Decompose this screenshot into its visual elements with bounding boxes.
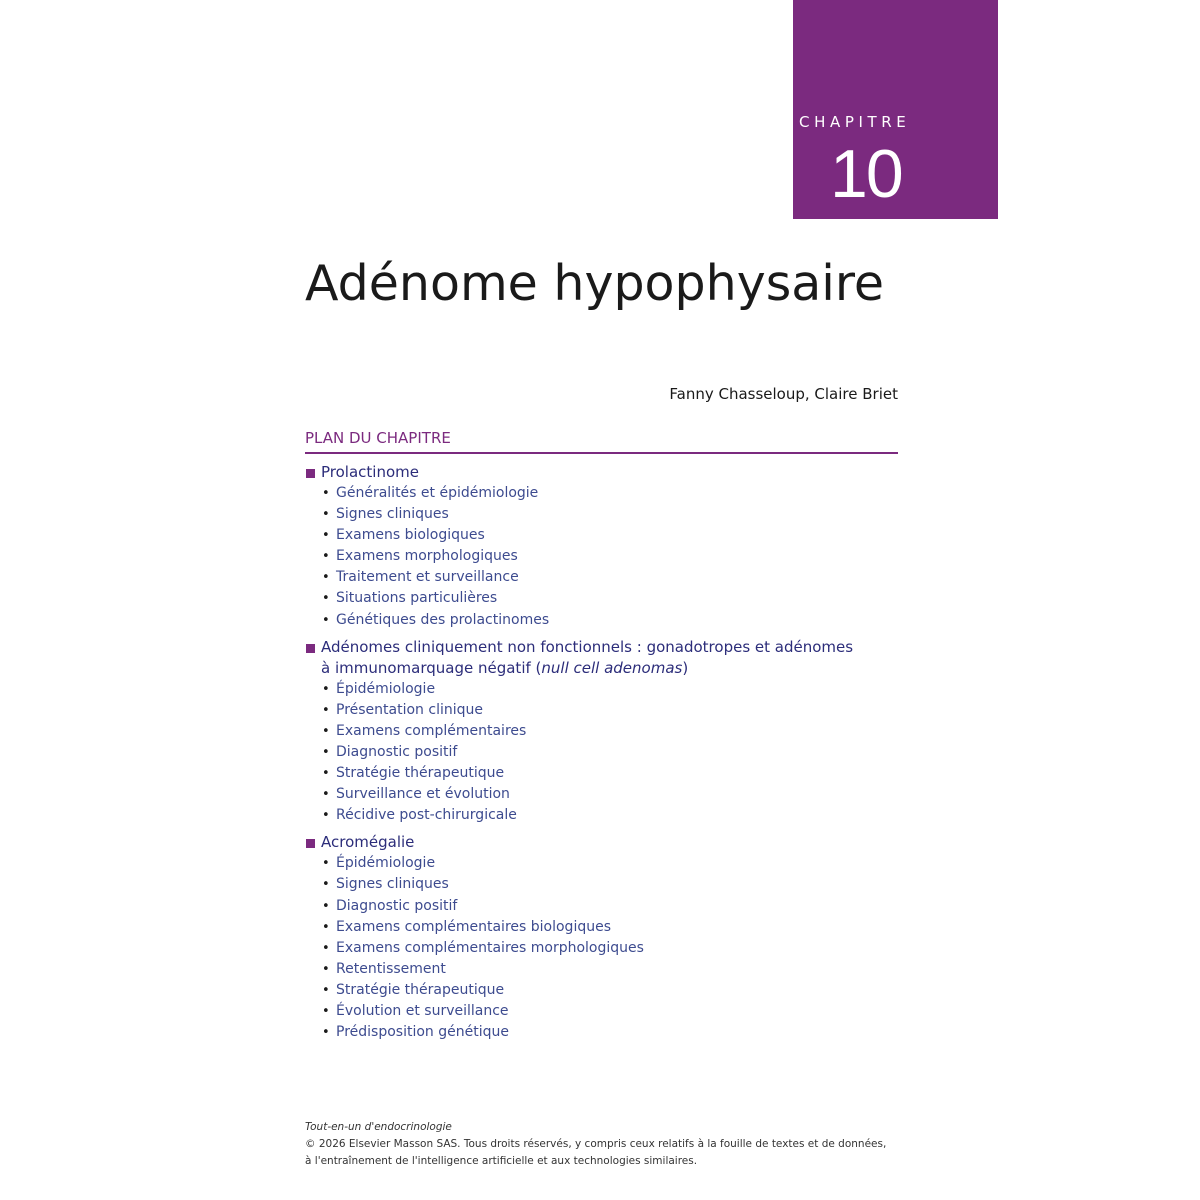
plan-item-label: Stratégie thérapeutique xyxy=(336,981,505,998)
plan-item-label: Génétiques des prolactinomes xyxy=(336,611,550,628)
plan-item[interactable] xyxy=(305,742,905,763)
section-title: Prolactinome xyxy=(321,463,419,481)
plan-item-label: Prédisposition génétique xyxy=(336,1024,509,1041)
bullet-icon: • xyxy=(322,570,330,586)
plan-item-label: Diagnostic positif xyxy=(336,897,458,914)
plan-item-label: Évolution et surveillance xyxy=(336,1002,509,1019)
bullet-icon: • xyxy=(322,702,330,718)
plan-item-label: Examens complémentaires morphologiques xyxy=(336,939,644,956)
bullet-icon: • xyxy=(322,507,330,523)
plan-item-label: Stratégie thérapeutique xyxy=(336,765,505,782)
plan-item[interactable] xyxy=(305,805,905,826)
chapter-plan xyxy=(305,462,905,1049)
plan-item-label: Examens complémentaires biologiques xyxy=(336,918,611,935)
bullet-icon: • xyxy=(322,612,330,628)
plan-item[interactable] xyxy=(305,980,905,1001)
bullet-icon: • xyxy=(322,723,330,739)
plan-item[interactable] xyxy=(305,546,905,567)
plan-item[interactable] xyxy=(305,525,905,546)
section-items xyxy=(305,483,905,631)
plan-item-label: Traitement et surveillance xyxy=(336,569,519,586)
page-footer xyxy=(305,1119,886,1170)
plan-item-label: Examens morphologiques xyxy=(336,548,518,565)
plan-item-label: Examens biologiques xyxy=(336,527,485,544)
plan-item[interactable] xyxy=(305,853,905,874)
plan-item-label: Signes cliniques xyxy=(336,876,449,893)
plan-heading: PLAN DU CHAPITRE xyxy=(305,429,898,454)
plan-item[interactable] xyxy=(305,896,905,917)
bullet-icon: • xyxy=(322,528,330,544)
chapter-title: Adénome hypophysaire xyxy=(305,255,885,312)
footer-copyright-line1: © 2026 Elsevier Masson SAS. Tous droits réservés, y compris ceux relatifs à la fouille de textes et de données, xyxy=(305,1138,887,1150)
section-items xyxy=(305,853,905,1043)
footer-copyright-line2: à l'entraînement de l'intelligence artificielle et aux technologies similaires. xyxy=(305,1155,698,1167)
bullet-icon: • xyxy=(322,898,330,914)
plan-item-label: Diagnostic positif xyxy=(336,743,458,760)
plan-item[interactable] xyxy=(305,784,905,805)
plan-item[interactable] xyxy=(305,917,905,938)
bullet-icon: • xyxy=(322,1025,330,1041)
square-bullet-icon xyxy=(306,644,315,653)
plan-item[interactable] xyxy=(305,1022,905,1043)
section-heading[interactable] xyxy=(305,462,905,483)
plan-section-adenomes-non-fonctionnels xyxy=(305,637,905,827)
bullet-icon: • xyxy=(322,787,330,803)
plan-item[interactable] xyxy=(305,1001,905,1022)
plan-item[interactable] xyxy=(305,504,905,525)
chapter-number: 10 xyxy=(830,136,902,212)
section-title-text: à immunomarquage négatif ( xyxy=(321,658,542,677)
plan-item-label: Épidémiologie xyxy=(336,680,436,697)
plan-item-label: Récidive post-chirurgicale xyxy=(336,807,517,824)
plan-item[interactable] xyxy=(305,610,905,631)
chapter-authors: Fanny Chasseloup, Claire Briet xyxy=(669,385,898,403)
plan-item[interactable] xyxy=(305,938,905,959)
section-heading[interactable] xyxy=(305,832,905,853)
section-title-line2 xyxy=(321,659,688,677)
plan-item[interactable] xyxy=(305,483,905,504)
plan-item-label: Présentation clinique xyxy=(336,701,483,718)
bullet-icon: • xyxy=(322,1003,330,1019)
section-title-italic: null cell adenomas xyxy=(541,658,683,677)
plan-item-label: Surveillance et évolution xyxy=(336,786,510,803)
chapter-label: CHAPITRE xyxy=(799,113,911,131)
bullet-icon: • xyxy=(322,808,330,824)
plan-item[interactable] xyxy=(305,874,905,895)
section-items xyxy=(305,679,905,827)
square-bullet-icon xyxy=(306,839,315,848)
bullet-icon: • xyxy=(322,681,330,697)
plan-item[interactable] xyxy=(305,700,905,721)
bullet-icon: • xyxy=(322,961,330,977)
plan-section-acromegalie xyxy=(305,832,905,1043)
plan-item[interactable] xyxy=(305,721,905,742)
plan-item[interactable] xyxy=(305,763,905,784)
section-title: Acromégalie xyxy=(321,833,415,852)
bullet-icon: • xyxy=(322,486,330,501)
bullet-icon: • xyxy=(322,744,330,760)
bullet-icon: • xyxy=(322,766,330,782)
plan-item[interactable] xyxy=(305,567,905,588)
bullet-icon: • xyxy=(322,856,330,872)
bullet-icon: • xyxy=(322,877,330,893)
plan-item[interactable] xyxy=(305,588,905,609)
plan-item-label: Généralités et épidémiologie xyxy=(336,485,539,501)
square-bullet-icon xyxy=(306,469,315,478)
bullet-icon: • xyxy=(322,919,330,935)
plan-item[interactable] xyxy=(305,959,905,980)
plan-item-label: Situations particulières xyxy=(336,590,498,607)
plan-item-label: Examens complémentaires xyxy=(336,722,527,739)
plan-item-label: Épidémiologie xyxy=(336,855,436,872)
plan-item-label: Retentissement xyxy=(336,960,446,977)
bullet-icon: • xyxy=(322,940,330,956)
plan-section-prolactinome xyxy=(305,462,905,631)
bullet-icon: • xyxy=(322,982,330,998)
chapter-banner xyxy=(793,0,998,219)
bullet-icon: • xyxy=(322,591,330,607)
section-title-text: ) xyxy=(682,658,689,677)
section-heading[interactable] xyxy=(305,637,905,679)
plan-item[interactable] xyxy=(305,679,905,700)
bullet-icon: • xyxy=(322,549,330,565)
plan-item-label: Signes cliniques xyxy=(336,506,449,523)
section-title-line1: Adénomes cliniquement non fonctionnels : gonadotropes et adénomes xyxy=(321,637,854,656)
footer-book-title: Tout-en-un d'endocrinologie xyxy=(305,1121,452,1133)
